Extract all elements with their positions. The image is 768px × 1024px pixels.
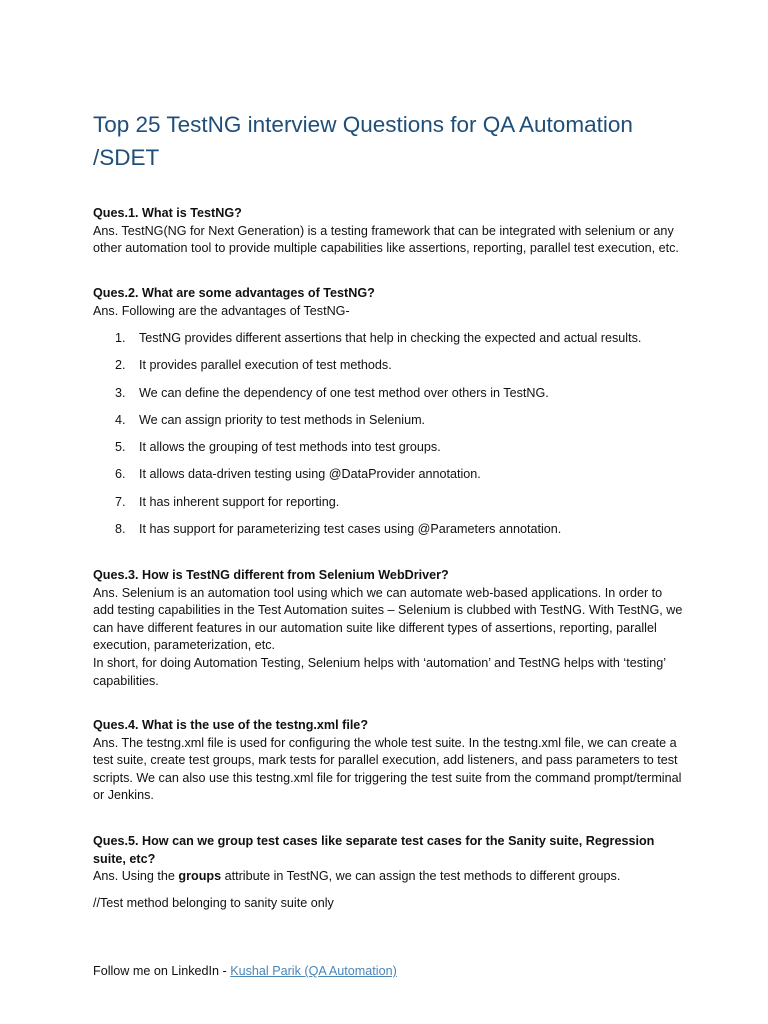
question-4-heading: Ques.4. What is the use of the testng.xml file?: [93, 718, 369, 732]
list-item: 6. It allows data-driven testing using @DataProvider annotation.: [115, 467, 481, 482]
question-4-section: [93, 717, 683, 805]
list-item: 7. It has inherent support for reporting.: [115, 494, 340, 509]
question-3-answer: Ans. Selenium is an automation tool using which we can automate web-based applications. In order to add testing capabilities in the Test Automation suites – Selenium is clubbed with TestNG. With TestNG, we can have different features in our automation suite like different types of assertions, reporting, parallel execution, parameterization, etc.: [93, 585, 683, 653]
advantages-list-container: [93, 330, 683, 548]
question-4-answer: Ans. The testng.xml file is used for configuring the whole test suite. In the testng.xml file, we can create a test suite, create test groups, mark tests for parallel execution, add listeners, and pass parameters to test scripts. We can also use this testng.xml file for triggering the test suite from the command prompt/terminal or Jenkins.: [93, 735, 682, 803]
footer: [93, 963, 683, 981]
list-item: 3. We can define the dependency of one test method over others in TestNG.: [115, 385, 549, 400]
linkedin-link[interactable]: Kushal Parik (QA Automation): [230, 964, 397, 978]
advantages-list: [93, 330, 683, 548]
question-2-answer: Ans. Following are the advantages of TestNG-: [93, 303, 350, 318]
code-comment: //Test method belonging to sanity suite only: [93, 895, 334, 910]
question-5-heading: Ques.5. How can we group test cases like separate test cases for the Sanity suite, Regression suite, etc?: [93, 834, 655, 866]
question-3-answer-summary: In short, for doing Automation Testing, Selenium helps with ‘automation’ and TestNG helps with ‘testing’ capabilities.: [93, 655, 666, 688]
question-5-answer: Ans. Using the groups attribute in TestNG, we can assign the test methods to different groups.: [93, 869, 621, 884]
list-item: 1. TestNG provides different assertions that help in checking the expected and actual results.: [115, 331, 642, 345]
question-2-section: [93, 285, 683, 320]
question-1-answer: Ans. TestNG(NG for Next Generation) is a testing framework that can be integrated with selenium or any other automation tool to provide multiple capabilities like assertions, reporting, parallel test execution, etc.: [93, 223, 679, 256]
question-3-heading: Ques.3. How is TestNG different from Selenium WebDriver?: [93, 568, 449, 582]
groups-keyword: groups: [178, 869, 222, 884]
question-3-section: [93, 567, 683, 690]
question-2-heading: Ques.2. What are some advantages of TestNG?: [93, 286, 375, 300]
page-title: Top 25 TestNG interview Questions for QA Automation /SDET: [93, 112, 633, 170]
question-1-heading: Ques.1. What is TestNG?: [93, 206, 242, 220]
list-item: 5. It allows the grouping of test methods into test groups.: [115, 440, 441, 455]
list-item: 8. It has support for parameterizing test cases using @Parameters annotation.: [115, 522, 562, 537]
footer-prefix: Follow me on LinkedIn -: [93, 964, 231, 978]
question-5-section: [93, 833, 683, 912]
list-item: 4. We can assign priority to test methods in Selenium.: [115, 412, 426, 427]
list-item: 2. It provides parallel execution of test methods.: [115, 358, 392, 373]
question-1-section: [93, 205, 683, 258]
